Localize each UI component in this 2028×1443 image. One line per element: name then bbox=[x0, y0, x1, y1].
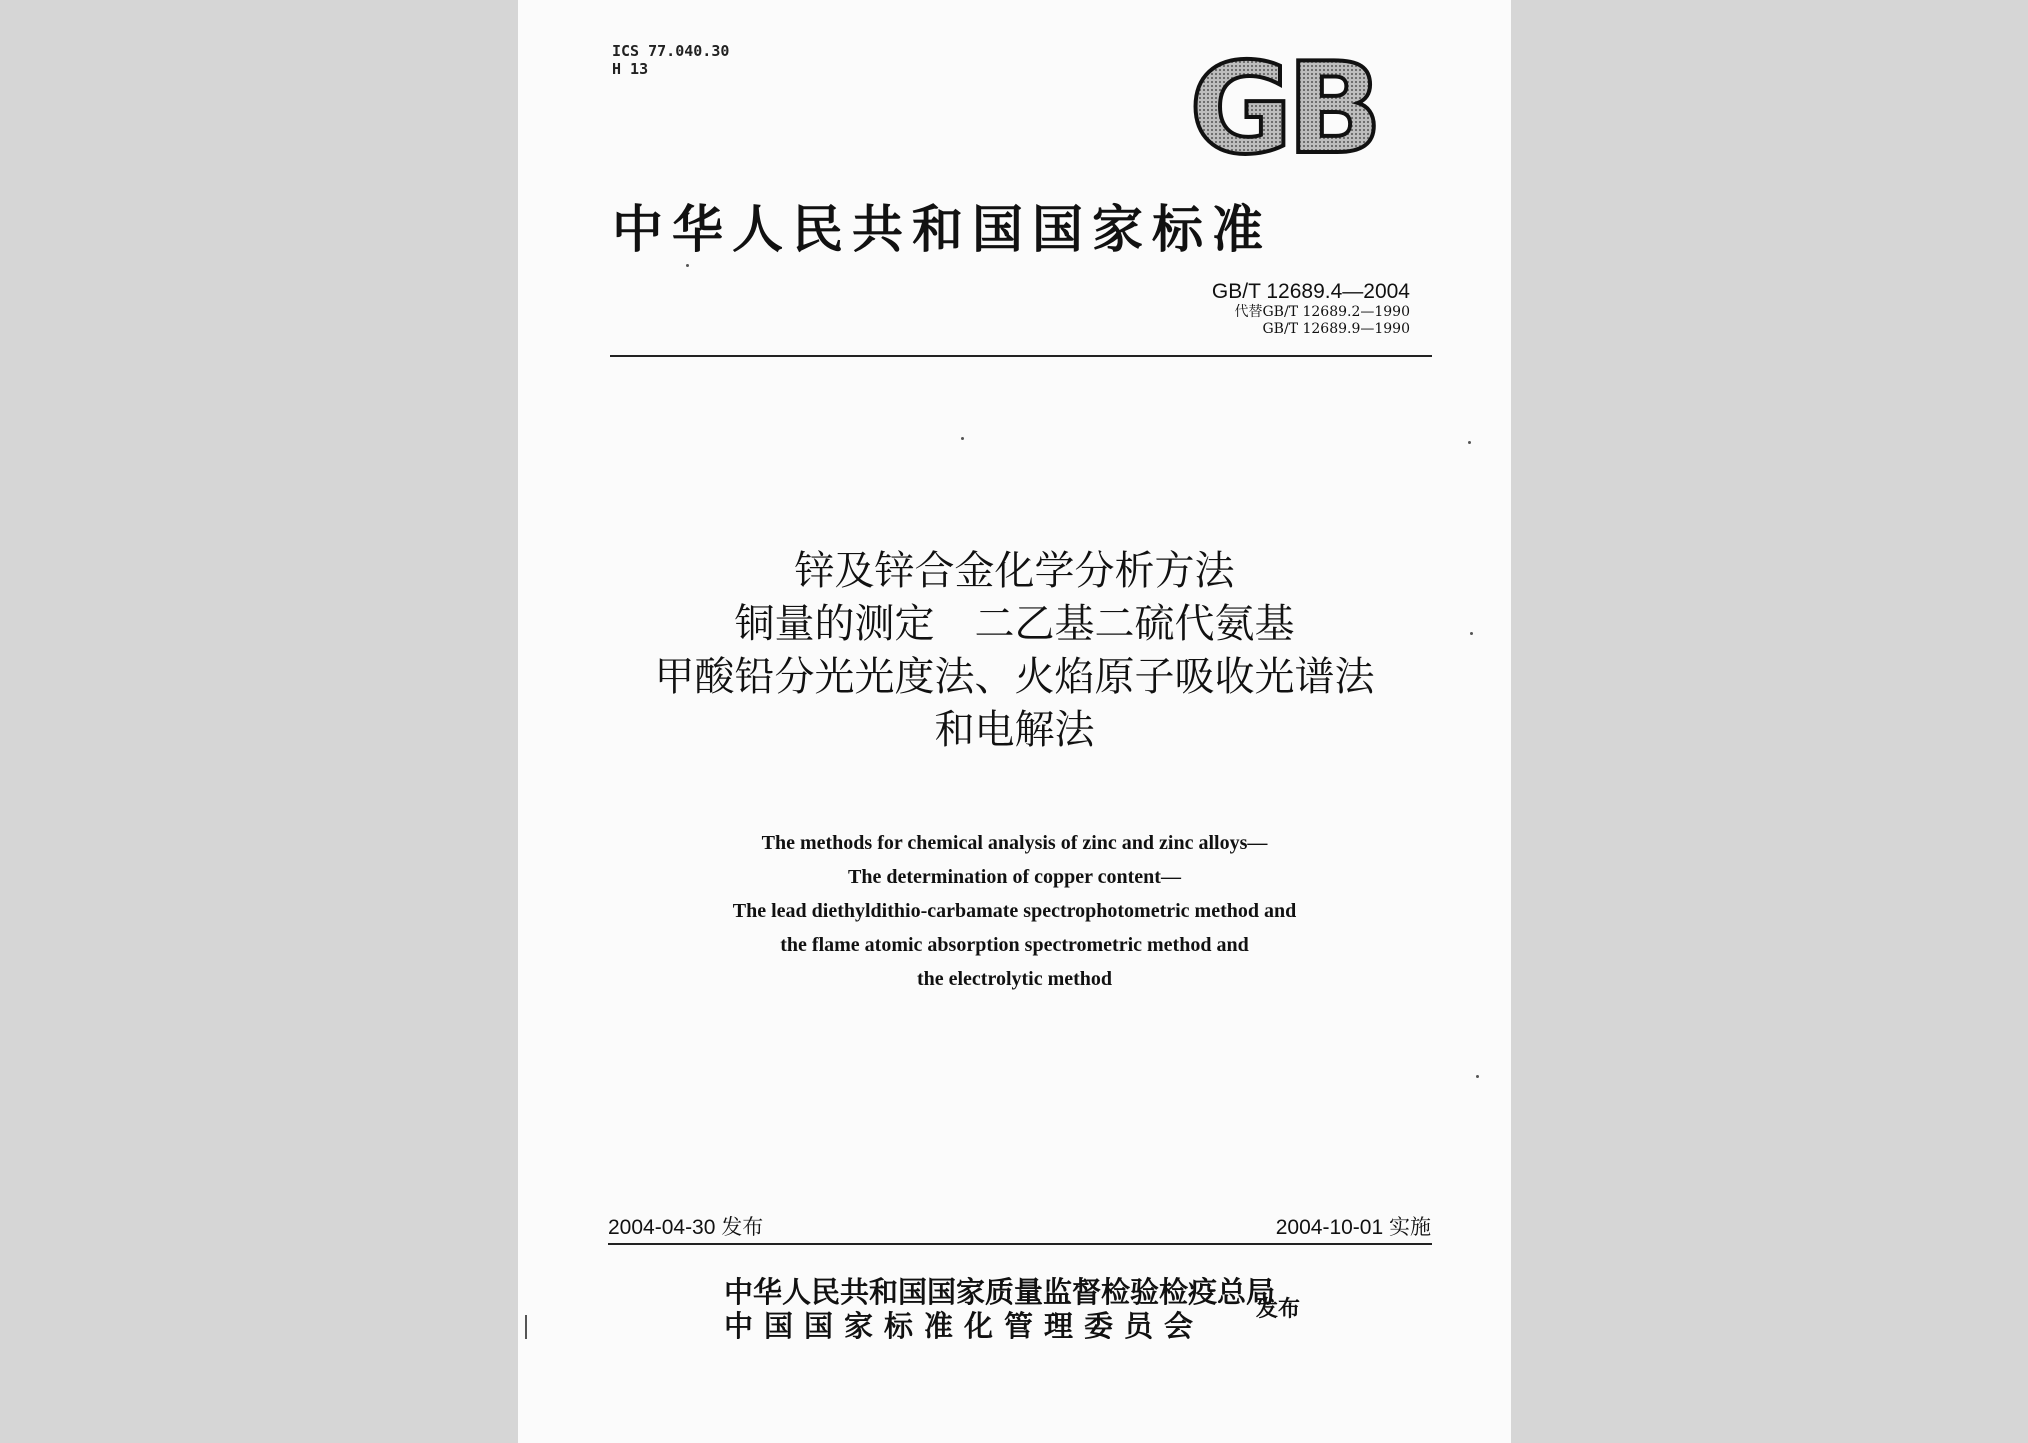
header-divider bbox=[610, 355, 1432, 357]
classification-codes bbox=[612, 42, 729, 78]
issue-date: 2004-04-30 发布 bbox=[608, 1216, 764, 1239]
footer-divider bbox=[608, 1243, 1432, 1245]
issuer-line-1: 中华人民共和国国家质量监督检验检疫总局 bbox=[724, 1275, 1276, 1309]
english-title-line-5: the electrolytic method bbox=[916, 968, 1113, 990]
chinese-title bbox=[518, 545, 1511, 757]
scan-speck bbox=[961, 437, 964, 440]
national-standard-title: 中华人民共和国国家标准 bbox=[612, 200, 1273, 260]
scan-speck bbox=[686, 264, 689, 267]
scan-speck bbox=[1468, 441, 1471, 444]
standard-number: GB/T 12689.4—2004 bbox=[1211, 280, 1410, 303]
chinese-title-line-4: 和电解法 bbox=[934, 707, 1095, 753]
chinese-title-line-3: 甲酸铅分光光度法、火焰原子吸收光谱法 bbox=[654, 654, 1375, 700]
standard-number-block bbox=[1212, 280, 1410, 338]
issuing-authorities bbox=[724, 1275, 1275, 1343]
gb-logo bbox=[1178, 48, 1388, 166]
class-code: H 13 bbox=[612, 60, 649, 78]
document-page bbox=[518, 0, 1511, 1443]
scan-speck bbox=[1476, 1075, 1479, 1078]
english-title-line-2: The determination of copper content— bbox=[848, 866, 1181, 888]
issuer-line-2: 中国国家标准化管理委员会 bbox=[724, 1309, 1205, 1343]
scan-speck bbox=[1470, 632, 1473, 635]
gb-logo-text: GB bbox=[1189, 48, 1377, 166]
english-title-line-3: The lead diethyldithio-carbamate spectrophotometric method and bbox=[732, 900, 1297, 922]
english-title-line-1: The methods for chemical analysis of zinc and zinc alloys— bbox=[761, 832, 1268, 854]
implementation-date: 2004-10-01 实施 bbox=[1275, 1216, 1431, 1239]
chinese-title-line-2: 铜量的测定 二乙基二硫代氨基 bbox=[734, 601, 1295, 647]
ics-code: ICS 77.040.30 bbox=[612, 42, 730, 60]
english-title-line-4: the flame atomic absorption spectrometric method and bbox=[780, 934, 1249, 956]
english-title bbox=[518, 826, 1511, 996]
replaces-line-2: GB/T 12689.9—1990 bbox=[1262, 321, 1410, 337]
replaces-line-1: 代替GB/T 12689.2—1990 bbox=[1234, 304, 1410, 320]
publish-label: 发布 bbox=[1256, 1297, 1301, 1322]
chinese-title-line-1: 锌及锌合金化学分析方法 bbox=[794, 548, 1235, 594]
scan-speck bbox=[525, 1315, 527, 1339]
